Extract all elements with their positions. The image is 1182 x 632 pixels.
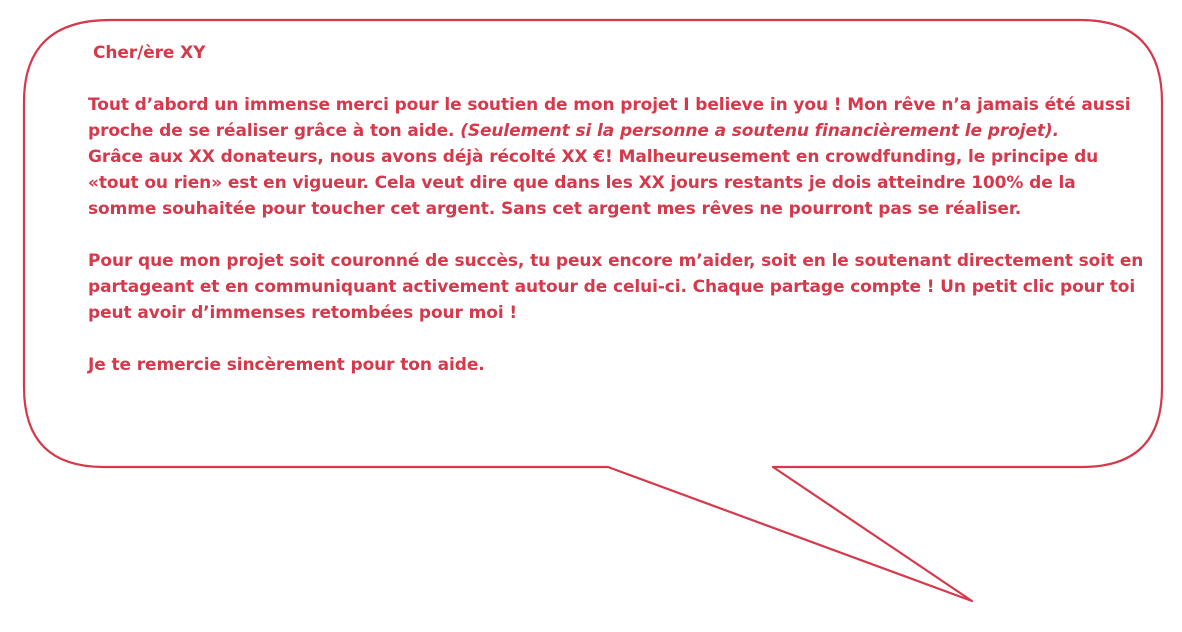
thanks-note: (Seulement si la personne a soutenu financièrement le projet). [460,121,1059,141]
thanks-text: Tout d’abord un immense merci pour le soutien de mon projet I believe in you ! Mon rêve n’a jamais été aussi proche de se réaliser grâce à ton aide. [88,95,1131,141]
letter-paragraph-closing: Je te remercie sincèrement pour ton aide. [88,355,485,375]
letter-paragraph-share: Pour que mon projet soit couronné de succès, tu peux encore m’aider, soit en le soutenant directement soit en partageant et en communiquant activement autour de celui-ci. Chaque partage compte ! Un petit clic pour toi peut avoir d’immenses retombées pour moi ! [88,251,1144,323]
letter-paragraph-thanks [88,92,1148,144]
letter-greeting: Cher/ère XY [93,43,206,63]
letter-body [88,40,1148,378]
letter-paragraph-funding: Grâce aux XX donateurs, nous avons déjà récolté XX €! Malheureusement en crowdfunding, le principe du «tout ou rien» est en vigueur. Cela veut dire que dans les XX jours restants je dois atteindre 100% de la somme souhaitée pour toucher cet argent. Sans cet argent mes rêves ne pourront pas se réaliser. [88,147,1099,219]
